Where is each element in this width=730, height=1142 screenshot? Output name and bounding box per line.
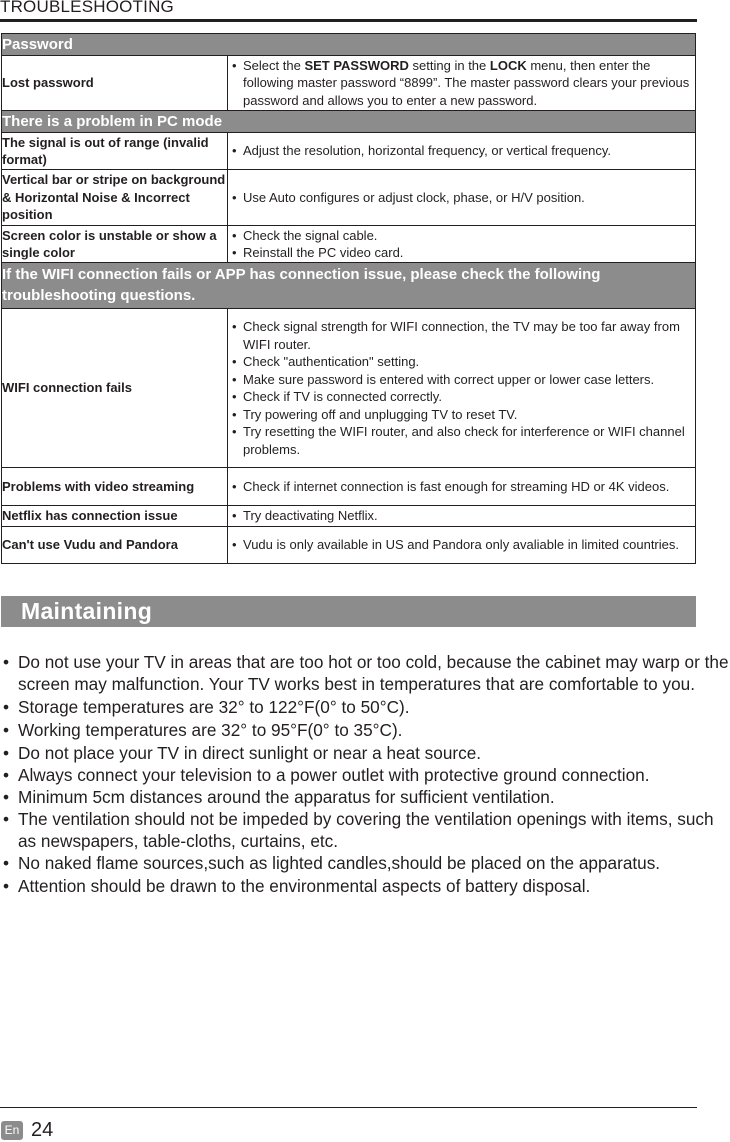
solution-item: • Check "authentication" setting. (228, 353, 695, 371)
solution-cell (228, 309, 696, 468)
solution-cell (228, 133, 696, 170)
solution-cell (228, 56, 696, 111)
section-header-row (2, 263, 696, 309)
maintaining-list (0, 651, 730, 897)
list-item: • The ventilation should not be impeded by covering the ventilation openings with items, such as newspapers, table-cloths, curtains, etc. (0, 808, 730, 852)
solution-item: • Check if TV is connected correctly. (228, 388, 695, 406)
problem-cell: Screen color is unstable or show a single color (2, 226, 228, 263)
table-row (2, 309, 696, 468)
solution-item: • Make sure password is entered with correct upper or lower case letters. (228, 371, 695, 389)
problem-cell: Lost password (2, 56, 228, 111)
section-title-wifi: If the WIFI connection fails or APP has connection issue, please check the following troubleshooting questions. (2, 263, 696, 309)
problem-cell: Can't use Vudu and Pandora (2, 527, 228, 564)
list-item: • Always connect your television to a power outlet with protective ground connection. (0, 764, 730, 786)
table-row (2, 226, 696, 263)
table-row (2, 468, 696, 506)
table-row (2, 527, 696, 564)
problem-cell: Vertical bar or stripe on background & Horizontal Noise & Incorrect position (2, 170, 228, 226)
table-row (2, 170, 696, 226)
solution-item: • Adjust the resolution, horizontal frequency, or vertical frequency. (228, 142, 695, 160)
list-item: • Working temperatures are 32° to 95°F(0° to 35°C). (0, 719, 730, 741)
maintaining-heading: Maintaining (1, 596, 696, 627)
table-row (2, 133, 696, 170)
list-item: • No naked flame sources,such as lighted candles,should be placed on the apparatus. (0, 852, 730, 874)
troubleshooting-table (1, 33, 696, 564)
solution-item: • Vudu is only available in US and Pandora only avaliable in limited countries. (228, 536, 695, 554)
solution-item: • Use Auto configures or adjust clock, phase, or H/V position. (228, 189, 695, 207)
solution-cell (228, 527, 696, 564)
solution-item: • Try powering off and unplugging TV to reset TV. (228, 406, 695, 424)
solution-item: • Check the signal cable. (228, 227, 695, 245)
list-item: • Minimum 5cm distances around the apparatus for sufficient ventilation. (0, 786, 730, 808)
footer-divider (0, 1107, 697, 1108)
problem-cell: WIFI connection fails (2, 309, 228, 468)
list-item: • Do not use your TV in areas that are too hot or too cold, because the cabinet may warp or the screen may malfunction. Your TV works best in temperatures that are comfortable to you. (0, 651, 730, 695)
problem-cell: Netflix has connection issue (2, 506, 228, 527)
title-divider (0, 19, 697, 22)
list-item: • Storage temperatures are 32° to 122°F(0° to 50°C). (0, 696, 730, 718)
problem-cell: The signal is out of range (invalid format) (2, 133, 228, 170)
section-header-row (2, 34, 696, 56)
solution-item: • Try resetting the WIFI router, and also check for interference or WIFI channel problems. (228, 423, 695, 458)
solution-item: • Reinstall the PC video card. (228, 244, 695, 262)
section-title-password: Password (2, 34, 696, 56)
page-number: 24 (31, 1119, 54, 1141)
solution-cell (228, 506, 696, 527)
solution-item: • Check if internet connection is fast enough for streaming HD or 4K videos. (228, 478, 695, 496)
solution-cell (228, 468, 696, 506)
section-header-row (2, 111, 696, 133)
solution-item: • Try deactivating Netflix. (228, 507, 695, 525)
language-badge: En (1, 1121, 23, 1140)
list-item: • Do not place your TV in direct sunlight or near a heat source. (0, 742, 730, 764)
solution-item: • Check signal strength for WIFI connection, the TV may be too far away from WIFI router. (228, 318, 695, 353)
list-item: • Attention should be drawn to the environmental aspects of battery disposal. (0, 875, 730, 897)
solution-cell (228, 170, 696, 226)
problem-cell: Problems with video streaming (2, 468, 228, 506)
table-row (2, 56, 696, 111)
solution-item: • Select the SET PASSWORD setting in the LOCK menu, then enter the following master password “8899”. The master password clears your previous password and allows you to enter a new password. (228, 57, 695, 110)
table-row (2, 506, 696, 527)
section-title-pc-mode: There is a problem in PC mode (2, 111, 696, 133)
page-title: TROUBLESHOOTING (0, 0, 174, 16)
solution-cell (228, 226, 696, 263)
